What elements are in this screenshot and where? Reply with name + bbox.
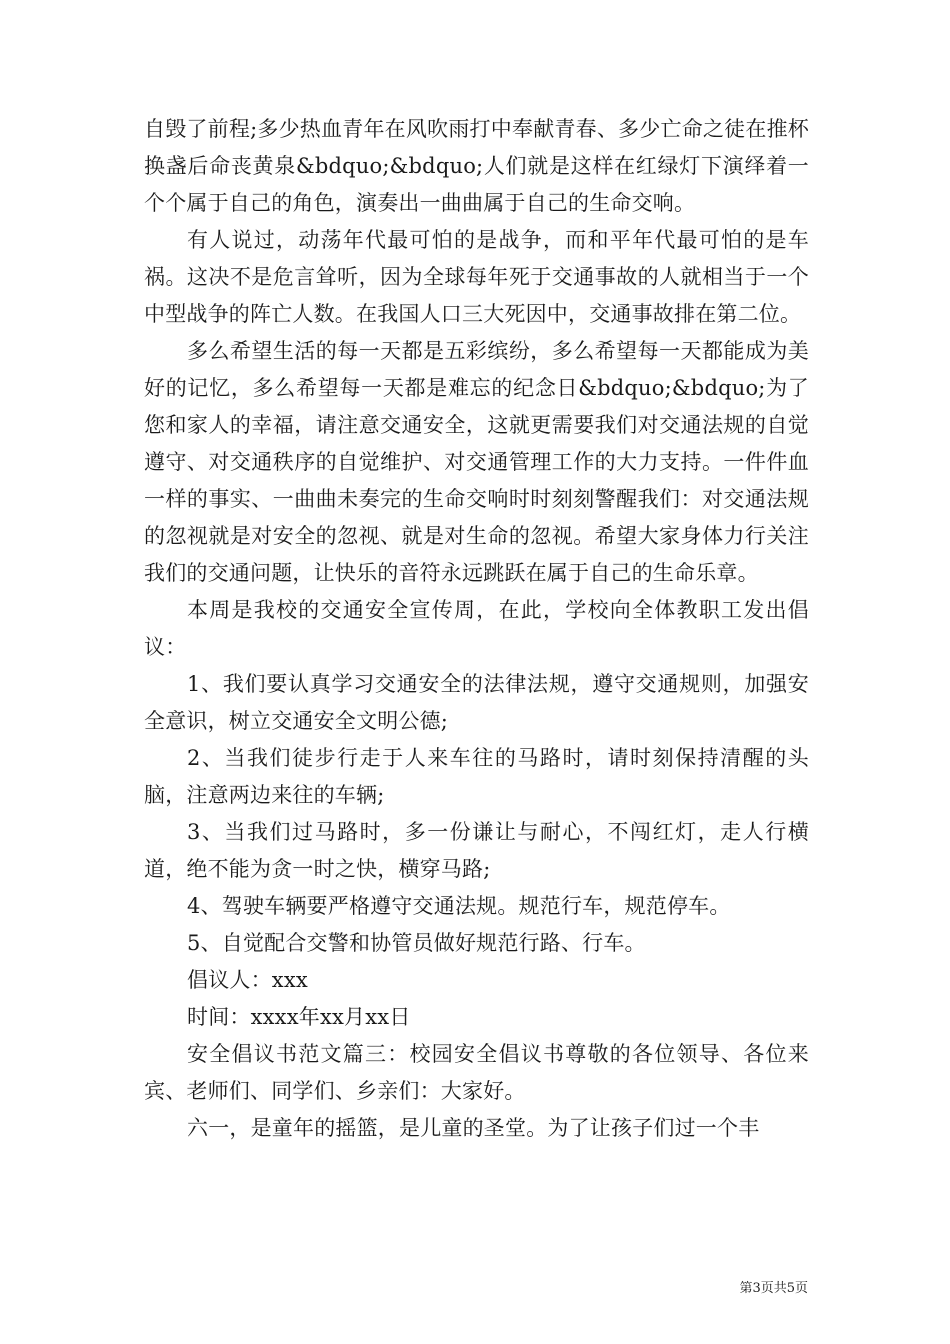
list-item-3: 3、当我们过马路时，多一份谦让与耐心，不闯红灯，走人行横道，绝不能为贪一时之快，横穿马路; xyxy=(144,820,809,881)
paragraph-3: 多么希望生活的每一天都是五彩缤纷，多么希望每一天都能成为美好的记忆，多么希望每一天都是难忘的纪念日&bdquo;&bdquo;为了您和家人的幸福，请注意交通安全，这就更需要我们对交通法规的自觉遵守、对交通秩序的自觉维护、对交通管理工作的大力支持。一件件血一样的事实、一曲曲未奏完的生命交响时时刻刻警醒我们：对交通法规的忽视就是对安全的忽视、就是对生命的忽视。希望大家身体力行关注我们的交通问题，让快乐的音符永远跳跃在属于自己的生命乐章。 xyxy=(144,339,809,585)
page-number-footer: 第3页共5页 xyxy=(739,1281,808,1296)
list-item-5: 5、自觉配合交警和协管员做好规范行路、行车。 xyxy=(187,931,646,955)
list-item-2: 2、当我们徒步行走于人来车往的马路时，请时刻保持清醒的头脑，注意两边来往的车辆; xyxy=(144,746,809,807)
list-item-4: 4、驾驶车辆要严格遵守交通法规。规范行车，规范停车。 xyxy=(187,894,731,918)
paragraph-section-three: 安全倡议书范文篇三：校园安全倡议书尊敬的各位领导、各位来宾、老师们、同学们、乡亲们：大家好。 xyxy=(144,1042,809,1103)
document-body xyxy=(144,111,809,1147)
list-item-1: 1、我们要认真学习交通安全的法律法规，遵守交通规则，加强安全意识，树立交通安全文明公德; xyxy=(144,672,809,733)
initiator-line: 倡议人：xxx xyxy=(187,968,308,992)
paragraph-4: 本周是我校的交通安全宣传周，在此，学校向全体教职工发出倡议： xyxy=(144,598,809,659)
paragraph-last: 六一，是童年的摇篮，是儿童的圣堂。为了让孩子们过一个丰 xyxy=(187,1116,760,1140)
paragraph-1: 自毁了前程;多少热血青年在风吹雨打中奉献青春、多少亡命之徒在推杯换盏后命丧黄泉&bdquo;&bdquo;人们就是这样在红绿灯下演绎着一个个属于自己的角色，演奏出一曲曲属于自己的生命交响。 xyxy=(144,117,809,215)
date-line: 时间：xxxx年xx月xx日 xyxy=(187,1005,411,1029)
paragraph-2: 有人说过，动荡年代最可怕的是战争，而和平年代最可怕的是车祸。这决不是危言耸听，因为全球每年死于交通事故的人就相当于一个中型战争的阵亡人数。在我国人口三大死因中，交通事故排在第二位。 xyxy=(144,228,809,326)
